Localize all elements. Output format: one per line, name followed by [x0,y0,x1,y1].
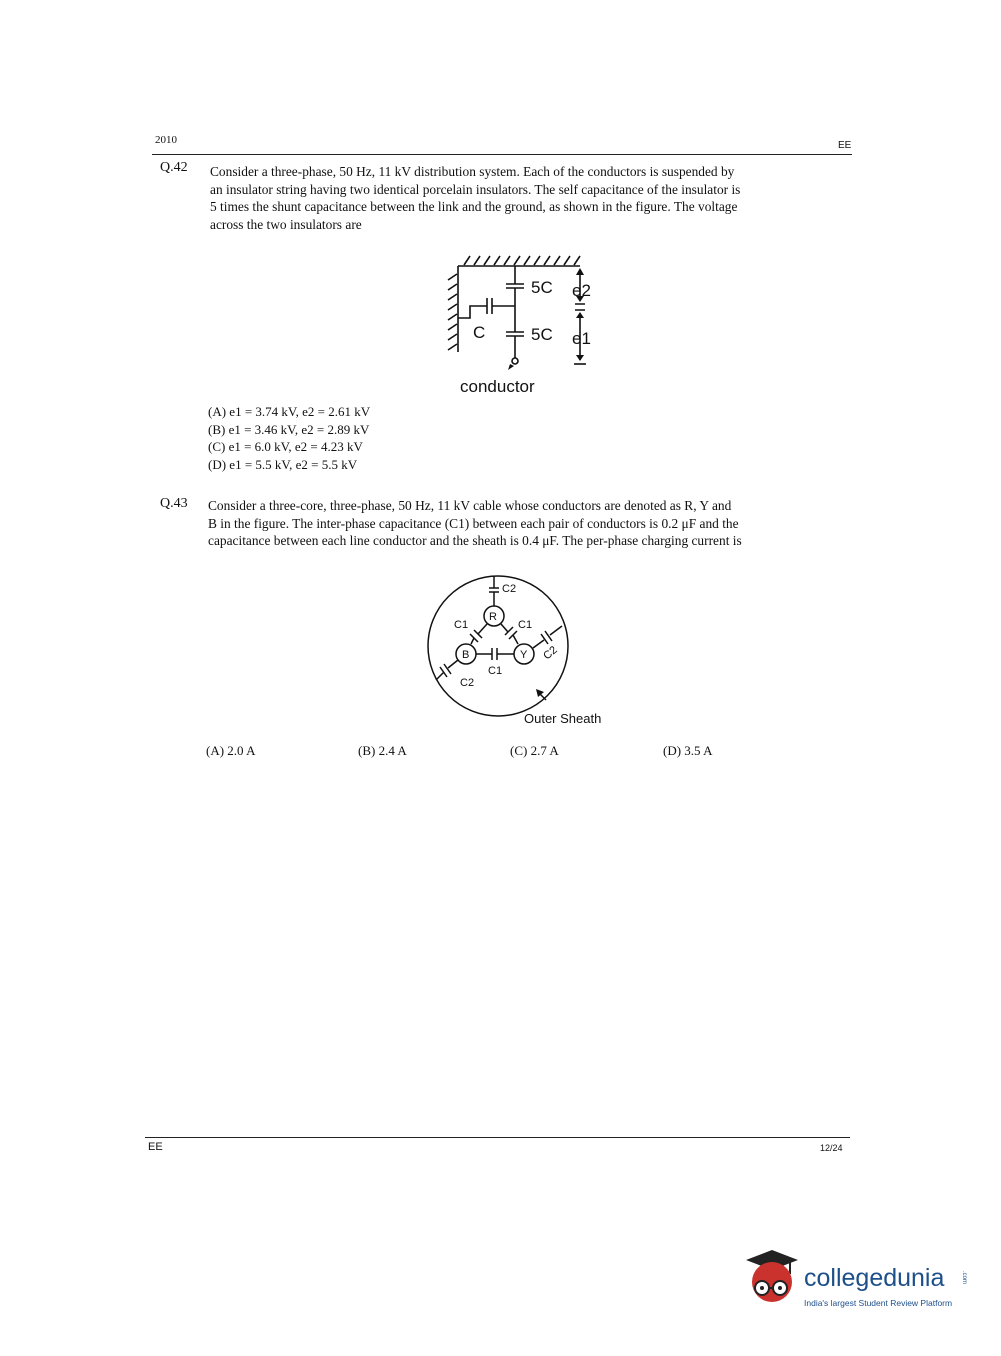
q42-number: Q.42 [160,160,188,175]
label-c: C [473,323,486,342]
label-c1-bottom: C1 [488,665,503,677]
q42-options [208,403,370,473]
q42-option: (A) e1 = 3.74 kV, e2 = 2.61 kV [208,404,371,419]
q42-insulator-figure [440,248,620,398]
q43-number: Q.43 [160,496,188,511]
q42-text-line: an insulator string having two identical porcelain insulators. The self capacitance of the insulator is [210,181,741,197]
label-y: Y [520,649,528,661]
q43-text-line: Consider a three-core, three-phase, 50 Hz, 11 kV cable whose conductors are denoted as R, Y and [208,498,732,513]
q42-text-line: across the two insulators are [210,216,362,232]
q43-option: (B) 2.4 A [358,743,407,758]
label-b: B [462,649,470,661]
q43-option: (A) 2.0 A [206,743,256,758]
outer-sheath [428,576,568,716]
label-c1-left: C1 [454,619,469,631]
label-c2-right: C2 [541,644,560,663]
q43-option: (D) 3.5 A [663,743,713,758]
q43-cable-figure [420,568,620,730]
footer-paper-code: EE [148,1141,163,1153]
q43-text-line: B in the figure. The inter-phase capacitance (C1) between each pair of conductors is 0.2 μF and the [208,515,739,531]
label-r: R [489,611,497,623]
header-year: 2010 [155,134,177,146]
q42-option: (B) e1 = 3.46 kV, e2 = 2.89 kV [208,421,370,437]
q42-text-line: Consider a three-phase, 50 Hz, 11 kV distribution system. Each of the conductors is suspended by [210,164,735,179]
footer-page-number: 12/24 [820,1143,843,1153]
q42-text-line: 5 times the shunt capacitance between the link and the ground, as shown in the figure. The voltage [210,199,738,214]
label-5c-bottom: 5C [531,325,553,344]
footer-rule [145,1137,850,1138]
label-c2-top: C2 [502,583,517,595]
q43-text [208,497,848,550]
label-conductor: conductor [460,377,535,396]
q43-option: (C) 2.7 A [510,743,559,758]
label-e2: e2 [572,281,591,300]
brand-name: collegedunia [804,1264,945,1292]
header-paper-code: EE [838,140,852,151]
q43-text-line: capacitance between each line conductor and the sheath is 0.4 μF. The per-phase charging current is [208,533,742,548]
q42-text [210,163,850,233]
q42-option: (D) e1 = 5.5 kV, e2 = 5.5 kV [208,456,358,472]
label-outer-sheath: Outer Sheath [524,711,602,726]
label-5c-top: 5C [531,278,553,297]
label-c2-left: C2 [460,677,475,689]
label-e1: e1 [572,329,591,348]
header-rule [152,154,852,155]
collegedunia-mascot-logo [742,1248,802,1310]
brand-suffix: .com [961,1271,967,1285]
q42-option: (C) e1 = 6.0 kV, e2 = 4.23 kV [208,439,363,454]
label-c1-right: C1 [518,619,533,631]
brand-tagline: India's largest Student Review Platform [804,1298,953,1308]
